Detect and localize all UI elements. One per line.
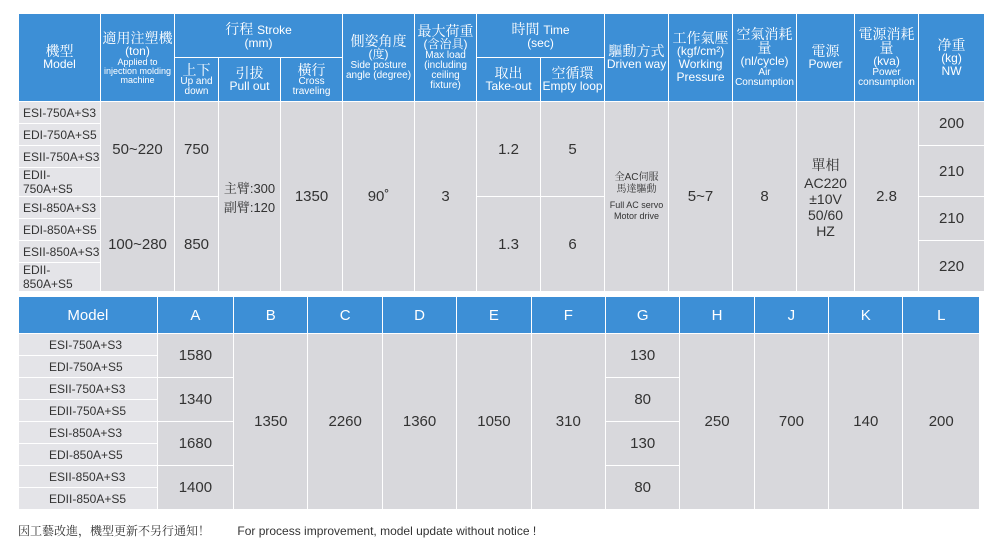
dimension-table: [18, 296, 980, 510]
dim-k-value: 140: [829, 334, 903, 510]
model-cell: ESI-750A+S3: [19, 102, 101, 124]
header-air: 空氣消耗量 (nl/cycle) Air Consumption: [733, 14, 797, 102]
header-power: 電源 Power: [797, 14, 855, 102]
model-cell: EDII-850A+S5: [19, 488, 158, 510]
dim-header-k: K: [829, 297, 903, 334]
footer-note-en: For process improvement, model update without notice !: [237, 524, 537, 538]
weight-value: 210: [919, 146, 985, 197]
weight-value: 200: [919, 102, 985, 146]
dim-header-h: H: [680, 297, 754, 334]
header-max-load: 最大荷重 (含治具) Max load (including ceiling fixture): [415, 14, 477, 102]
dim-g-value: 80: [605, 378, 679, 422]
dim-a-value: 1340: [157, 378, 233, 422]
dim-f-value: 310: [531, 334, 605, 510]
weight-value: 210: [919, 197, 985, 241]
pressure-value: 5~7: [669, 102, 733, 292]
dim-e-value: 1050: [457, 334, 531, 510]
dim-c-value: 2260: [308, 334, 382, 510]
model-cell: ESI-850A+S3: [19, 197, 101, 219]
model-cell: EDI-750A+S5: [19, 356, 158, 378]
machine-750: 50~220: [101, 102, 175, 197]
max-load-value: 3: [415, 102, 477, 292]
dim-header-j: J: [754, 297, 828, 334]
dim-j-value: 700: [754, 334, 828, 510]
header-takeout: 取出 Take-out: [477, 58, 541, 102]
dim-h-value: 250: [680, 334, 754, 510]
machine-850: 100~280: [101, 197, 175, 292]
dim-header-a: A: [157, 297, 233, 334]
dim-header-l: L: [903, 297, 980, 334]
header-model: 機型 Model: [19, 14, 101, 102]
header-cross: 橫行 Cross traveling: [281, 58, 343, 102]
dim-b-value: 1350: [234, 334, 308, 510]
dim-header-e: E: [457, 297, 531, 334]
dim-g-value: 130: [605, 334, 679, 378]
dim-l-value: 200: [903, 334, 980, 510]
driven-value: 全AC伺服馬達驅動 Full AC servo Motor drive: [605, 102, 669, 292]
footer-note-zh: 因工藝改進，機型更新不另行通知！: [18, 524, 211, 538]
spec-table: [18, 13, 985, 292]
power-consumption-value: 2.8: [855, 102, 919, 292]
power-value: 單相 AC220 ±10V 50/60 HZ: [797, 102, 855, 292]
model-cell: ESII-750A+S3: [19, 146, 101, 168]
dim-d-value: 1360: [382, 334, 456, 510]
takeout-850: 1.3: [477, 197, 541, 292]
header-updown: 上下 Up and down: [175, 58, 219, 102]
header-empty-loop: 空循環 Empty loop: [541, 58, 605, 102]
model-cell: EDII-750A+S5: [19, 400, 158, 422]
dim-a-value: 1580: [157, 334, 233, 378]
cross-value: 1350: [281, 102, 343, 292]
air-value: 8: [733, 102, 797, 292]
model-cell: ESII-750A+S3: [19, 378, 158, 400]
dim-a-value: 1680: [157, 422, 233, 466]
model-cell: ESI-850A+S3: [19, 422, 158, 444]
dim-a-value: 1400: [157, 466, 233, 510]
model-cell: EDII-850A+S5: [19, 263, 101, 292]
header-driven: 驅動方式 Driven way: [605, 14, 669, 102]
takeout-750: 1.2: [477, 102, 541, 197]
weight-value: 220: [919, 241, 985, 292]
model-cell: ESII-850A+S3: [19, 241, 101, 263]
header-pullout: 引拔 Pull out: [219, 58, 281, 102]
dim-header-b: B: [234, 297, 308, 334]
dim-g-value: 130: [605, 422, 679, 466]
model-cell: ESII-850A+S3: [19, 466, 158, 488]
updown-750: 750: [175, 102, 219, 197]
pullout-value: 主臂:300 副臂:120: [219, 102, 281, 292]
emptyloop-750: 5: [541, 102, 605, 197]
updown-850: 850: [175, 197, 219, 292]
header-side-angle: 側姿角度 (度) Side posture angle (degree): [343, 14, 415, 102]
model-cell: EDI-750A+S5: [19, 124, 101, 146]
header-time: 時間 Time (sec): [477, 14, 605, 58]
dim-g-value: 80: [605, 466, 679, 510]
model-cell: ESI-750A+S3: [19, 334, 158, 356]
dim-header-f: F: [531, 297, 605, 334]
dim-header-model: Model: [19, 297, 158, 334]
footer-note: [18, 522, 560, 539]
dim-header-g: G: [605, 297, 679, 334]
side-angle-value: 90˚: [343, 102, 415, 292]
model-cell: EDI-850A+S5: [19, 219, 101, 241]
header-pressure: 工作氣壓 (kgf/cm²) Working Pressure: [669, 14, 733, 102]
header-weight: 净重 (kg) NW: [919, 14, 985, 102]
header-stroke: 行程 Stroke (mm): [175, 14, 343, 58]
header-power-consumption: 電源消耗量 (kva) Power consumption: [855, 14, 919, 102]
dim-header-c: C: [308, 297, 382, 334]
header-machine: 適用注塑機 (ton) Applied to injection molding machine: [101, 14, 175, 102]
dim-header-d: D: [382, 297, 456, 334]
model-cell: EDI-850A+S5: [19, 444, 158, 466]
emptyloop-850: 6: [541, 197, 605, 292]
model-cell: EDII-750A+S5: [19, 168, 101, 197]
